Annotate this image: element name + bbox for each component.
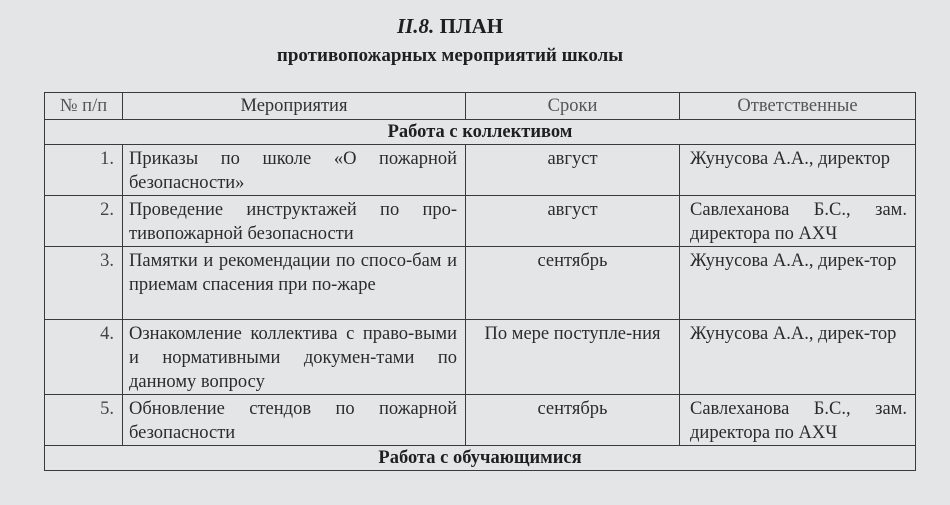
row-term: август <box>466 196 680 247</box>
header-terms: Сроки <box>466 93 680 120</box>
table-row <box>45 320 916 395</box>
table-row <box>45 247 916 320</box>
section-staff: Работа с коллективом <box>45 120 916 145</box>
row-responsible: Савлеханова Б.С., зам. директора по АХЧ <box>680 196 916 247</box>
header-responsible: Ответственные <box>680 93 916 120</box>
page-title <box>0 14 900 39</box>
row-responsible: Жунусова А.А., директор <box>680 145 916 196</box>
row-number: 5. <box>45 395 123 446</box>
row-responsible: Жунусова А.А., дирек-тор <box>680 320 916 395</box>
section-row <box>45 446 916 471</box>
row-number: 1. <box>45 145 123 196</box>
header-activities: Мероприятия <box>123 93 466 120</box>
row-number: 2. <box>45 196 123 247</box>
row-term: август <box>466 145 680 196</box>
row-activity: Приказы по школе «О пожарной безопасности» <box>123 145 466 196</box>
row-activity: Ознакомление коллектива с право-выми и нормативными докумен-тами по данному вопросу <box>123 320 466 395</box>
fire-safety-plan-table <box>44 92 916 471</box>
row-term: По мере поступле-ния <box>466 320 680 395</box>
header-number: № п/п <box>45 93 123 120</box>
row-number: 4. <box>45 320 123 395</box>
row-responsible: Жунусова А.А., дирек-тор <box>680 247 916 320</box>
table-row <box>45 395 916 446</box>
row-responsible: Савлеханова Б.С., зам. директора по АХЧ <box>680 395 916 446</box>
section-row <box>45 120 916 145</box>
row-number: 3. <box>45 247 123 320</box>
row-term: сентябрь <box>466 395 680 446</box>
row-term: сентябрь <box>466 247 680 320</box>
title-word: ПЛАН <box>439 14 504 38</box>
table-row <box>45 145 916 196</box>
table-row <box>45 196 916 247</box>
page-subtitle: противопожарных мероприятий школы <box>276 45 624 66</box>
row-activity: Проведение инструктажей по про-тивопожарной безопасности <box>123 196 466 247</box>
section-students: Работа с обучающимися <box>45 446 916 471</box>
table-header-row <box>45 93 916 120</box>
row-activity: Памятки и рекомендации по спосо-бам и приемам спасения при по-жаре <box>123 247 466 320</box>
row-activity: Обновление стендов по пожарной безопасности <box>123 395 466 446</box>
section-number: II.8. <box>396 14 435 38</box>
